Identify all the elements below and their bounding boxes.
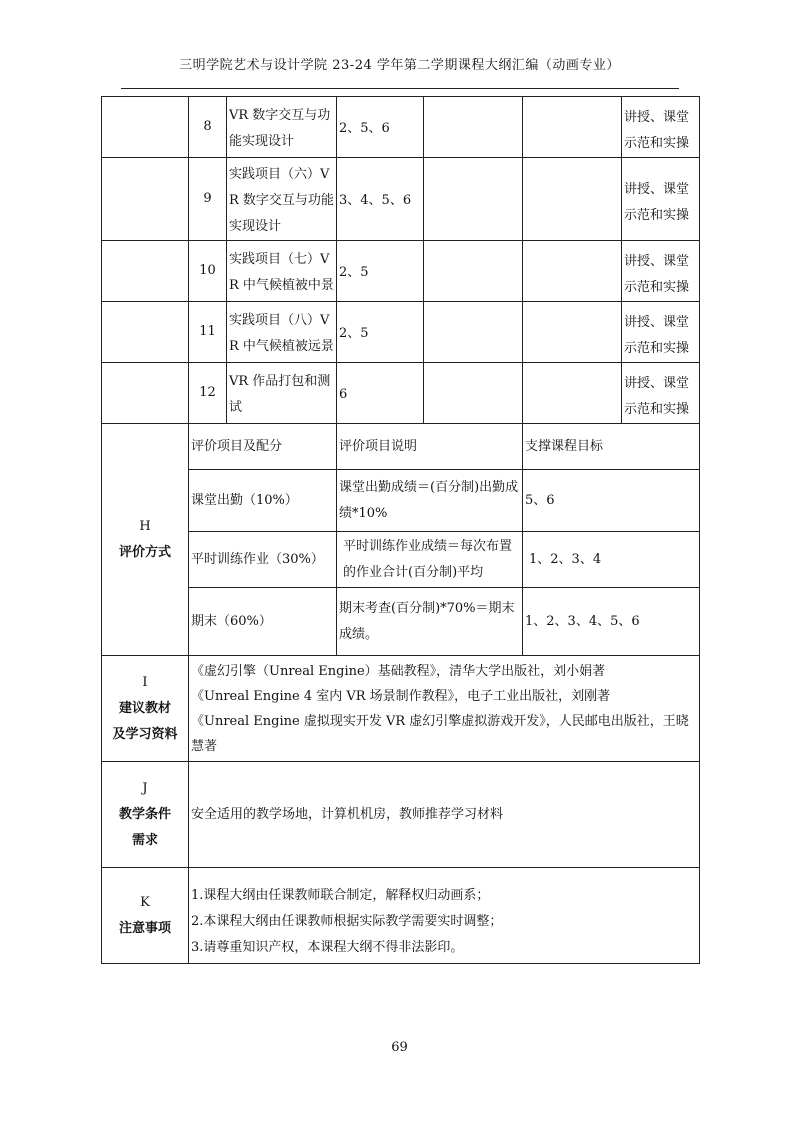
evaluation-goals: 5、6 [523, 470, 700, 532]
conditions-code: J [142, 780, 148, 796]
blank-cell [424, 158, 523, 241]
notes-code: K [140, 894, 150, 910]
evaluation-desc: 课堂出勤成绩＝(百分制)出勤成绩*10% [337, 470, 523, 532]
week-number: 8 [189, 97, 227, 158]
schedule-row [102, 158, 700, 241]
goals-cell: 2、5 [337, 241, 424, 302]
material-item: 《虚幻引擎（Unreal Engine）基础教程》，清华大学出版社，刘小娟著 [191, 663, 606, 679]
evaluation-header-item: 评价项目及配分 [189, 424, 337, 470]
evaluation-goals: 1、2、3、4、5、6 [523, 588, 700, 656]
week-number: 9 [189, 158, 227, 241]
blank-cell [102, 241, 189, 302]
evaluation-header-goals: 支撑课程目标 [523, 424, 700, 470]
evaluation-code: H [139, 518, 151, 534]
topic-cell: 实践项目（七）VR 中气候植被中景 [227, 241, 337, 302]
page-number: 69 [391, 1040, 408, 1055]
evaluation-header-row [102, 424, 700, 470]
evaluation-header-desc: 评价项目说明 [337, 424, 523, 470]
evaluation-goals: 1、2、3、4 [523, 532, 700, 588]
week-number: 11 [189, 302, 227, 363]
blank-cell [424, 363, 523, 424]
topic-cell: 实践项目（六）VR 数字交互与功能实现设计 [227, 158, 337, 241]
note-item: 2.本课程大纲由任课教师根据实际教学需要实时调整； [191, 913, 503, 929]
method-cell: 讲授、课堂示范和实操 [622, 302, 700, 363]
goals-cell: 2、5 [337, 302, 424, 363]
schedule-row [102, 363, 700, 424]
conditions-section-label [102, 762, 189, 868]
materials-title-line1: 建议教材 [118, 700, 171, 716]
blank-cell [523, 158, 622, 241]
blank-cell [102, 158, 189, 241]
notes-content [189, 868, 700, 964]
conditions-content: 安全适用的教学场地，计算机机房，教师推荐学习材料 [189, 762, 700, 868]
evaluation-desc: 平时训练作业成绩＝每次布置的作业合计(百分制)平均 [337, 532, 523, 588]
notes-row [102, 868, 700, 964]
blank-cell [424, 241, 523, 302]
blank-cell [523, 363, 622, 424]
evaluation-item: 课堂出勤（10%） [189, 470, 337, 532]
method-cell: 讲授、课堂示范和实操 [622, 158, 700, 241]
blank-cell [102, 302, 189, 363]
notes-section-label [102, 868, 189, 964]
blank-cell [424, 302, 523, 363]
course-outline-table [101, 96, 700, 964]
evaluation-item: 平时训练作业（30%） [189, 532, 337, 588]
material-item: 《Unreal Engine 4 室内 VR 场景制作教程》，电子工业出版社，刘刚著 [191, 688, 611, 704]
page-header: 三明学院艺术与设计学院 23-24 学年第二学期课程大纲汇编（动画专业） [179, 58, 620, 73]
week-number: 12 [189, 363, 227, 424]
note-item: 1.课程大纲由任课教师联合制定，解释权归动画系； [191, 887, 490, 903]
materials-content [189, 656, 700, 762]
blank-cell [523, 302, 622, 363]
conditions-title-line1: 教学条件 [118, 806, 171, 822]
notes-title: 注意事项 [118, 920, 171, 936]
evaluation-row [102, 588, 700, 656]
materials-row [102, 656, 700, 762]
blank-cell [523, 241, 622, 302]
evaluation-section-label [102, 424, 189, 656]
evaluation-row [102, 532, 700, 588]
conditions-row [102, 762, 700, 868]
blank-cell [102, 363, 189, 424]
evaluation-row [102, 470, 700, 532]
blank-cell [523, 97, 622, 158]
evaluation-item: 期末（60%） [189, 588, 337, 656]
header-rule [121, 88, 679, 89]
materials-section-label [102, 656, 189, 762]
method-cell: 讲授、课堂示范和实操 [622, 241, 700, 302]
method-cell: 讲授、课堂示范和实操 [622, 363, 700, 424]
schedule-row [102, 302, 700, 363]
evaluation-desc: 期末考查(百分制)*70%＝期末成绩。 [337, 588, 523, 656]
note-item: 3.请尊重知识产权，本课程大纲不得非法影印。 [191, 939, 464, 955]
topic-cell: 实践项目（八）VR 中气候植被远景 [227, 302, 337, 363]
material-item: 《Unreal Engine 虚拟现实开发 VR 虚幻引擎虚拟游戏开发》，人民邮电出版社，王晓慧著 [191, 713, 689, 754]
conditions-title-line2: 需求 [131, 832, 158, 848]
schedule-row [102, 241, 700, 302]
schedule-row [102, 97, 700, 158]
topic-cell: VR 数字交互与功能实现设计 [227, 97, 337, 158]
method-cell: 讲授、课堂示范和实操 [622, 97, 700, 158]
goals-cell: 6 [337, 363, 424, 424]
week-number: 10 [189, 241, 227, 302]
blank-cell [102, 97, 189, 158]
goals-cell: 3、4、5、6 [337, 158, 424, 241]
goals-cell: 2、5、6 [337, 97, 424, 158]
materials-title-line2: 及学习资料 [112, 726, 178, 742]
topic-cell: VR 作品打包和测试 [227, 363, 337, 424]
materials-code: I [142, 674, 148, 690]
blank-cell [424, 97, 523, 158]
evaluation-title: 评价方式 [118, 544, 171, 560]
